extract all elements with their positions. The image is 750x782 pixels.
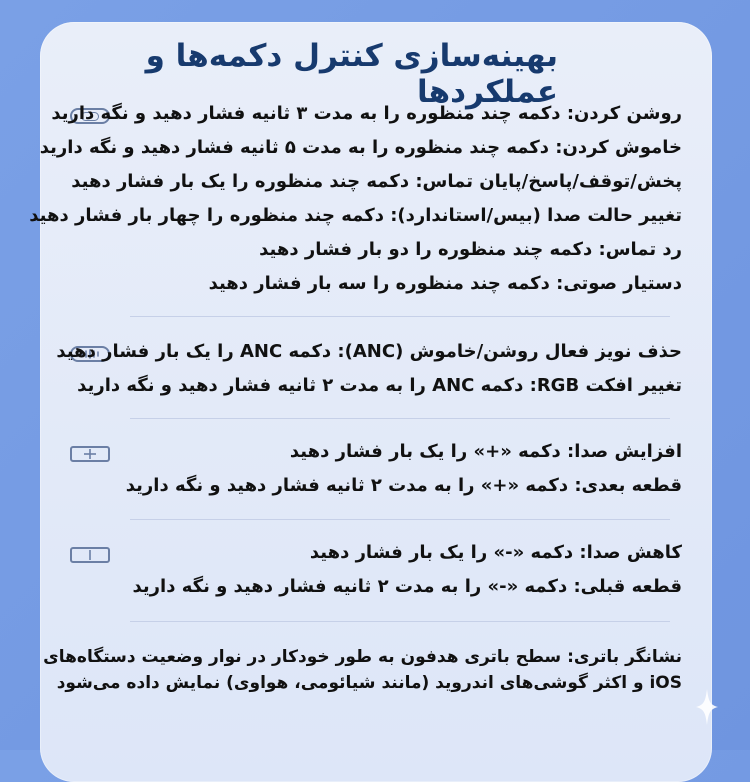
battery-note-line-2: iOS و اکثر گوشی‌های اندروید (مانند شیائومی، هواوی) نمایش داده می‌شود [56, 673, 682, 693]
divider [130, 519, 670, 520]
instruction-power-off: خاموش کردن: دکمه چند منظوره را به مدت ۵ ثانیه فشار دهید و نگه دارید [39, 137, 682, 158]
instruction-next-track: قطعه بعدی: دکمه «+» را به مدت ۲ ثانیه فشار دهید و نگه دارید [125, 475, 682, 496]
instruction-volume-up: افزایش صدا: دکمه «+» را یک بار فشار دهید [289, 441, 682, 462]
divider [130, 418, 670, 419]
instruction-rgb-effect: تغییر افکت RGB: دکمه ANC را به مدت ۲ ثانیه فشار دهید و نگه دارید [77, 375, 682, 396]
instruction-play-pause: پخش/توقف/پاسخ/پایان تماس: دکمه چند منظوره را یک بار فشار دهید [71, 171, 682, 192]
battery-note-line-1: نشانگر باتری: سطح باتری هدفون به طور خودکار در نوار وضعیت دستگاه‌های [43, 647, 682, 667]
sparkle-icon [694, 687, 720, 727]
instruction-reject-call: رد تماس: دکمه چند منظوره را دو بار فشار دهید [259, 239, 682, 260]
sparkle-shape [694, 687, 720, 727]
instruction-anc-toggle: حذف نویز فعال روشن/خاموش (ANC): دکمه ANC را یک بار فشار دهید [56, 341, 682, 362]
page-title: بهینه‌سازی کنترل دکمه‌ها و عملکردها [145, 38, 558, 110]
instruction-sound-mode: تغییر حالت صدا (بیس/استاندارد): دکمه چند منظوره را چهار بار فشار دهید [29, 205, 682, 226]
instruction-power-on: روشن کردن: دکمه چند منظوره را به مدت ۳ ثانیه فشار دهید و نگه دارید [51, 103, 682, 124]
instruction-voice-assistant: دستیار صوتی: دکمه چند منظوره را سه بار فشار دهید [208, 273, 682, 294]
divider [130, 621, 670, 622]
instruction-volume-down: کاهش صدا: دکمه «-» را یک بار فشار دهید [309, 542, 682, 563]
instruction-previous-track: قطعه قبلی: دکمه «-» را به مدت ۲ ثانیه فشار دهید و نگه دارید [132, 576, 682, 597]
divider [130, 316, 670, 317]
content-card [40, 22, 712, 782]
